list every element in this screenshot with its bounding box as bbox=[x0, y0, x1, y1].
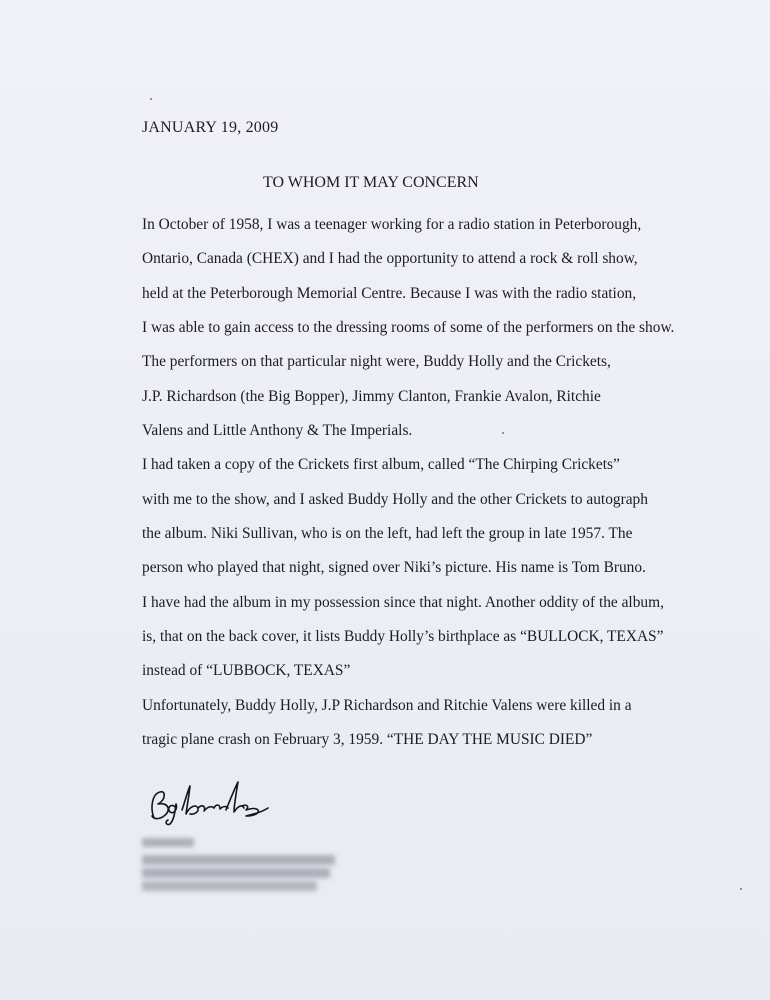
body-line: I had taken a copy of the Crickets first album, called “The Chirping Crickets” bbox=[142, 456, 620, 474]
body-line: I have had the album in my possession since that night. Another oddity of the album, bbox=[142, 593, 664, 611]
body-line: the album. Niki Sullivan, who is on the left, had left the group in late 1957. The bbox=[142, 525, 633, 543]
body-line: J.P. Richardson (the Big Bopper), Jimmy Clanton, Frankie Avalon, Ritchie bbox=[142, 387, 601, 405]
body-line: Unfortunately, Buddy Holly, J.P Richardson and Ritchie Valens were killed in a bbox=[142, 696, 632, 714]
handwritten-signature bbox=[142, 778, 282, 828]
letter-date: JANUARY 19, 2009 bbox=[142, 119, 279, 136]
body-line: Ontario, Canada (CHEX) and I had the opportunity to attend a rock & roll show, bbox=[142, 250, 638, 268]
body-line: person who played that night, signed over Niki’s picture. His name is Tom Bruno. bbox=[142, 559, 646, 577]
body-line: The performers on that particular night were, Buddy Holly and the Crickets, bbox=[142, 353, 611, 371]
redacted-address-line bbox=[142, 868, 330, 878]
body-line: In October of 1958, I was a teenager working for a radio station in Peterborough, bbox=[142, 216, 642, 233]
body-line: I was able to gain access to the dressing rooms of some of the performers on the show. bbox=[142, 319, 675, 337]
redacted-address-line bbox=[142, 855, 335, 865]
body-line: with me to the show, and I asked Buddy Holly and the other Crickets to autograph bbox=[142, 490, 648, 508]
body-line: is, that on the back cover, it lists Buddy Holly’s birthplace as “BULLOCK, TEXAS” bbox=[142, 628, 664, 646]
paper-speck bbox=[502, 432, 504, 434]
letter-body bbox=[142, 208, 674, 758]
redacted-address-line bbox=[142, 881, 317, 891]
body-line: instead of “LUBBOCK, TEXAS” bbox=[142, 662, 351, 680]
paper-speck bbox=[740, 888, 742, 890]
redacted-name bbox=[142, 838, 194, 847]
body-line: held at the Peterborough Memorial Centre. Because I was with the radio station, bbox=[142, 284, 637, 302]
letter-salutation: TO WHOM IT MAY CONCERN bbox=[263, 174, 479, 191]
body-line: Valens and Little Anthony & The Imperials. bbox=[142, 422, 413, 440]
body-line: tragic plane crash on February 3, 1959. “THE DAY THE MUSIC DIED” bbox=[142, 731, 593, 749]
paper-speck bbox=[150, 98, 152, 100]
